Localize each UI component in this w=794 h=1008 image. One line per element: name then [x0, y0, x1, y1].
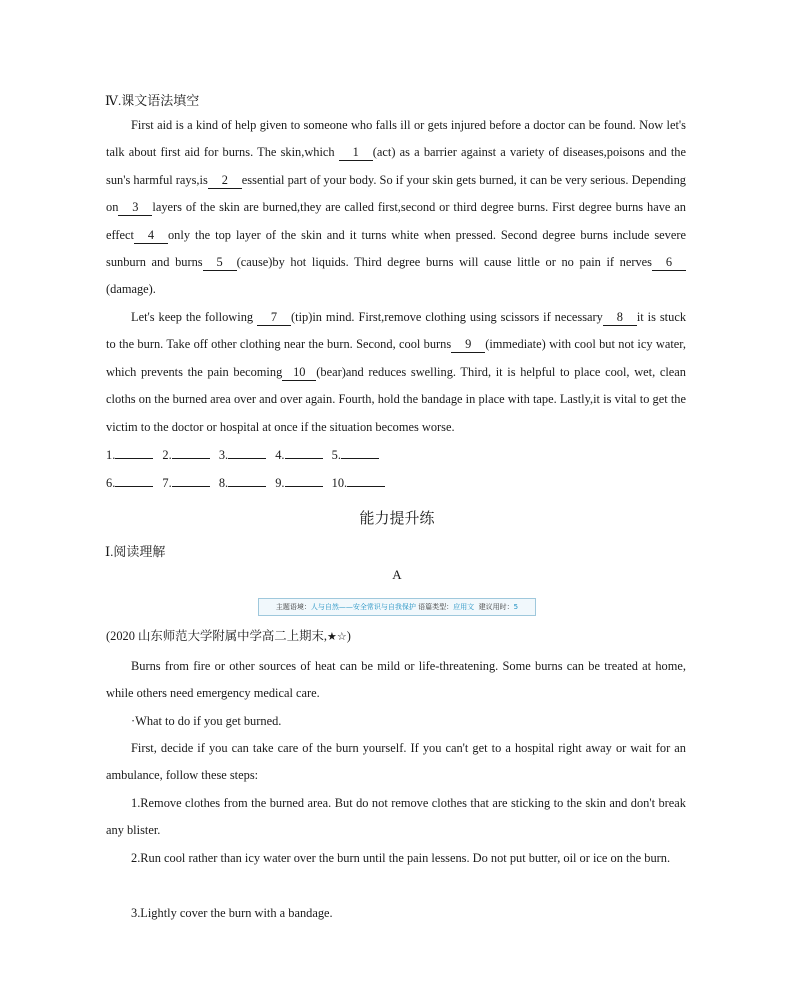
- answer-slot: 2.: [162, 448, 209, 462]
- cloze-blank-4: 4: [134, 228, 168, 244]
- answer-slot: 5.: [332, 448, 379, 462]
- section-title: 能力提升练: [359, 511, 435, 527]
- cloze-text: (bear)and reduces swelling. Third, it is helpful to place cool, wet, clean cloths on the burned area over and over again. Fourth, hold the bandage in place with tape. Lastly,it is vital to get the victim to the doctor or hospital at once if the situation becomes worse.: [106, 364, 686, 434]
- source-citation: (2020 山东师范大学附属中学高二上期末,★☆): [106, 629, 351, 643]
- theme-type-label: 语篇类型：: [418, 603, 454, 611]
- theme-type: 应用文: [453, 603, 475, 611]
- theme-topic: 人与自然——安全常识与自我保护: [310, 603, 416, 611]
- answer-slot: 6.: [106, 476, 153, 490]
- cloze-text: (cause)by hot liquids. Third degree burns will cause little or no pain if nerves: [236, 255, 653, 270]
- cloze-blank-8: 8: [603, 310, 637, 326]
- answer-line[interactable]: [228, 476, 266, 487]
- cloze-blank-1: 1: [339, 145, 373, 161]
- cloze-text: (damage).: [106, 282, 156, 297]
- answer-line[interactable]: [172, 476, 210, 487]
- cloze-blank-2: 2: [208, 173, 242, 189]
- theme-prefix: 主题语境：: [275, 603, 311, 611]
- answer-slot: 4.: [275, 448, 322, 462]
- answer-line[interactable]: [341, 448, 379, 459]
- answer-row-1: [106, 448, 385, 463]
- cloze-blank-6: 6: [652, 255, 686, 271]
- reading-paragraph: First, decide if you can take care of the burn yourself. If you can't get to a hospital right away or wait for an ambulance, follow these steps:: [106, 741, 686, 783]
- answer-slot: 3.: [219, 448, 266, 462]
- cloze-paragraph-1: [106, 112, 686, 304]
- cloze-text: First aid is a kind of help given to someone who falls ill or gets injured before a doctor can be found. Now let's talk about first aid for burns. The skin,which: [106, 118, 686, 160]
- reading-step-3: 3.Lightly cover the burn with a bandage.: [131, 906, 333, 920]
- answer-row-2: [106, 476, 391, 491]
- section-heading-grammar-fill: Ⅳ.课文语法填空: [105, 93, 200, 108]
- answer-line[interactable]: [347, 476, 385, 487]
- reading-step-2: 2.Run cool rather than icy water over the burn until the pain lessens. Do not put butter, oil or ice on the burn.: [131, 851, 671, 865]
- answer-line[interactable]: [285, 448, 323, 459]
- cloze-blank-10: 10: [282, 365, 316, 381]
- answer-slot: 10.: [332, 476, 386, 490]
- reading-heading: Ⅰ.阅读理解: [105, 544, 166, 559]
- answer-slot: 8.: [219, 476, 266, 490]
- answer-line[interactable]: [115, 476, 153, 487]
- cloze-text: (immediate) with cool but not icy water, which prevents the pain becoming: [106, 337, 687, 379]
- answer-line[interactable]: [115, 448, 153, 459]
- answer-slot: 9.: [275, 476, 322, 490]
- cloze-text: it is stuck to the burn. Take off other clothing near the burn. Second, cool burns: [106, 310, 687, 352]
- passage-label: A: [392, 567, 402, 582]
- theme-time-label: 建议用时：: [478, 603, 514, 611]
- cloze-blank-7: 7: [257, 310, 291, 326]
- cloze-text: layers of the skin are burned,they are called first,second or third degree burns. First degree burns have an effect: [106, 200, 686, 242]
- answer-slot: 1.: [106, 448, 153, 462]
- answer-line[interactable]: [172, 448, 210, 459]
- cloze-text: (act) as a barrier against a variety of diseases,poisons and the sun's harmful rays,is: [106, 145, 687, 187]
- answer-line[interactable]: [228, 448, 266, 459]
- cloze-text: essential part of your body. So if your skin gets burned, it can be very serious. Depending on: [106, 172, 686, 215]
- cloze-paragraph-2: [106, 304, 686, 441]
- answer-slot: 7.: [162, 476, 209, 490]
- cloze-blank-3: 3: [118, 200, 152, 216]
- difficulty-star-icon: ★☆: [326, 630, 347, 643]
- cloze-blank-5: 5: [203, 255, 237, 271]
- answer-line[interactable]: [285, 476, 323, 487]
- cloze-text: (tip)in mind. First,remove clothing using scissors if necessary: [291, 310, 603, 324]
- theme-time: 5: [513, 603, 519, 611]
- reading-step-1: 1.Remove clothes from the burned area. But do not remove clothes that are sticking to the skin and don't break any blister.: [106, 796, 686, 838]
- reading-paragraph: Burns from fire or other sources of heat can be mild or life-threatening. Some burns can be treated at home, while others need emergency medical care.: [106, 659, 686, 701]
- cloze-text: only the top layer of the skin and it turns white when pressed. Second degree burns include severe sunburn and burns: [106, 227, 686, 270]
- cloze-blank-9: 9: [451, 337, 485, 353]
- reading-subheading: ·What to do if you get burned.: [131, 714, 282, 728]
- cloze-text: Let's keep the following: [131, 310, 258, 324]
- theme-info-bar: [258, 598, 536, 616]
